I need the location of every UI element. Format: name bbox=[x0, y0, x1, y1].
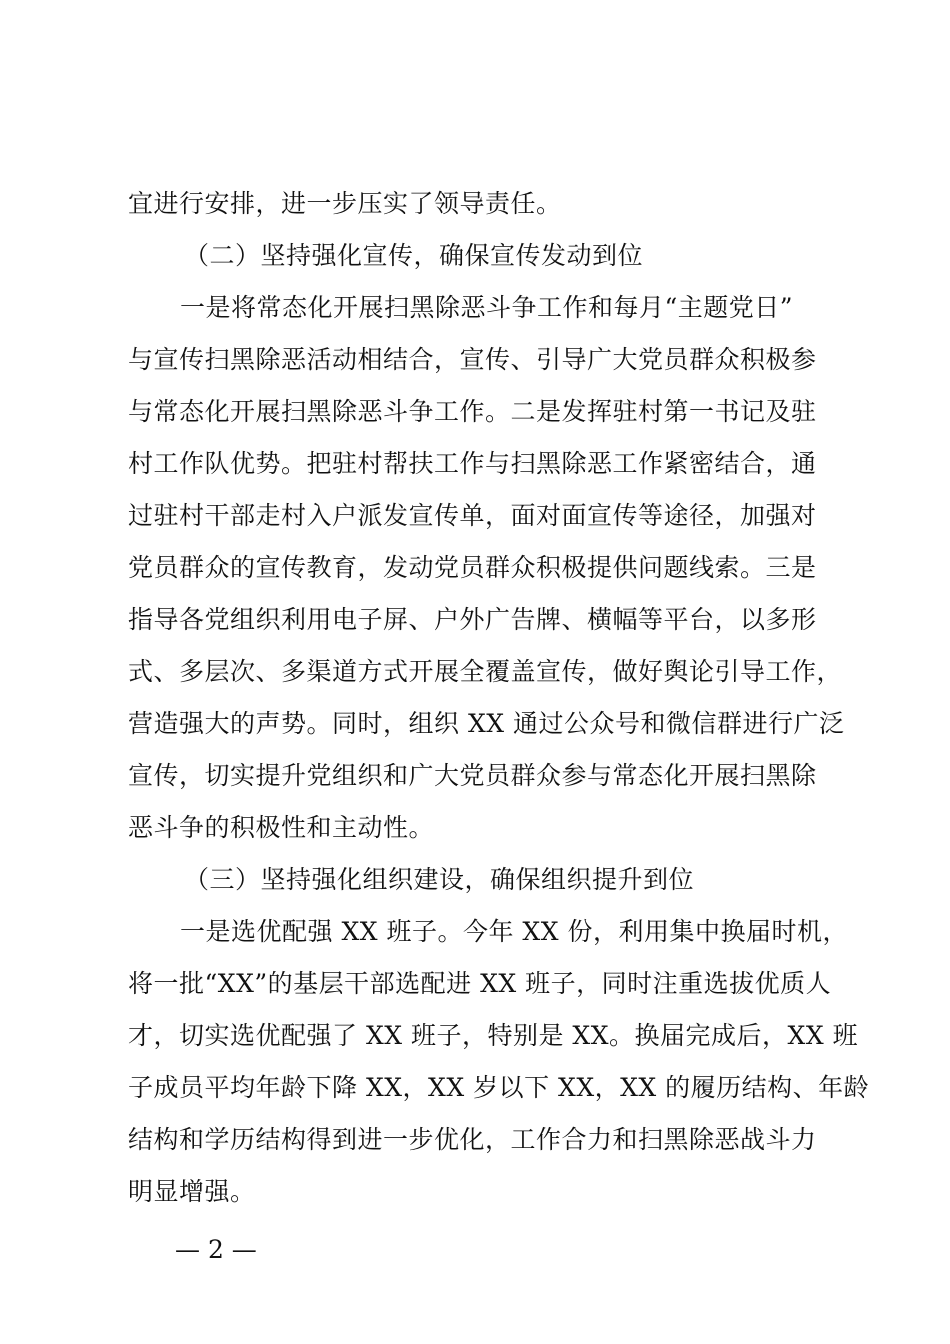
paragraph-line: 子成员平均年龄下降 XX，XX 岁以下 XX，XX 的履历结构、年龄 bbox=[128, 1073, 870, 1102]
paragraph-line: 宜进行安排，进一步压实了领导责任。 bbox=[128, 189, 562, 218]
paragraph-line: 指导各党组织利用电子屏、户外广告牌、横幅等平台，以多形 bbox=[128, 605, 817, 634]
paragraph-line: 才，切实选优配强了 XX 班子，特别是 XX。换届完成后，XX 班 bbox=[128, 1021, 859, 1050]
document-body bbox=[128, 178, 870, 1218]
paragraph-line: 将一批“XX”的基层干部选配进 XX 班子，同时注重选拔优质人 bbox=[128, 969, 832, 998]
paragraph-line: 村工作队优势。把驻村帮扶工作与扫黑除恶工作紧密结合，通 bbox=[128, 449, 817, 478]
paragraph-line: 过驻村干部走村入户派发宣传单，面对面宣传等途径，加强对 bbox=[128, 501, 817, 530]
section-heading-publicity: （二）坚持强化宣传，确保宣传发动到位 bbox=[184, 241, 644, 270]
paragraph-line: 党员群众的宣传教育，发动党员群众积极提供问题线索。三是 bbox=[128, 553, 817, 582]
paragraph-line: 一是将常态化开展扫黑除恶斗争工作和每月“主题党日” bbox=[180, 293, 794, 322]
paragraph-line: 式、多层次、多渠道方式开展全覆盖宣传，做好舆论引导工作， bbox=[128, 657, 843, 686]
paragraph-line: 与常态化开展扫黑除恶斗争工作。二是发挥驻村第一书记及驻 bbox=[128, 397, 817, 426]
section-heading-organization: （三）坚持强化组织建设，确保组织提升到位 bbox=[184, 865, 695, 894]
paragraph-line: 宣传，切实提升党组织和广大党员群众参与常态化开展扫黑除 bbox=[128, 761, 817, 790]
page-number: — 2 — bbox=[175, 1235, 257, 1264]
paragraph-line: 恶斗争的积极性和主动性。 bbox=[128, 813, 435, 842]
paragraph-line: 一是选优配强 XX 班子。今年 XX 份，利用集中换届时机， bbox=[180, 917, 848, 946]
paragraph-line: 营造强大的声势。同时，组织 XX 通过公众号和微信群进行广泛 bbox=[128, 709, 845, 738]
paragraph-line: 与宣传扫黑除恶活动相结合，宣传、引导广大党员群众积极参 bbox=[128, 345, 817, 374]
paragraph-line: 结构和学历结构得到进一步优化，工作合力和扫黑除恶战斗力 bbox=[128, 1125, 817, 1154]
paragraph-line: 明显增强。 bbox=[128, 1177, 256, 1206]
